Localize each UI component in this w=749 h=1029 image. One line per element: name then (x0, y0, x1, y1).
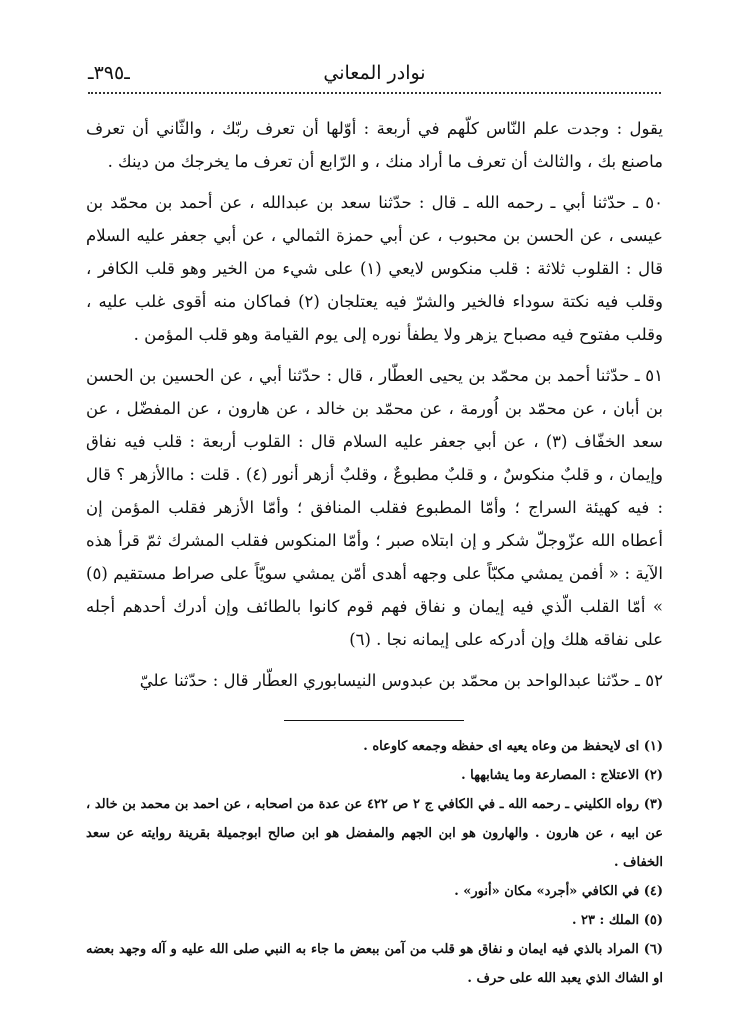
header-dotted-rule (88, 92, 661, 94)
footnotes (86, 732, 663, 993)
footnote-4: (٤) في الكافي «أجرد» مكان «أنور» . (454, 884, 663, 899)
footnote-separator (284, 720, 464, 721)
footnote-1: (١) اى لايحفظ من وعاه يعيه اى حفظه وجمعه كاوعاه . (363, 739, 663, 754)
footnote-3: (٣) رواه الكليني ـ رحمه الله ـ في الكافي ج ٢ ص ٤٢٢ عن عدة من اصحابه ، عن احمد بن محمد بن خالد ، عن ابيه ، عن هارون . والهارون هو ابن الجهم والمفضل هو ابن صالح ابوجميلة بقرينة روايته عن سعد الخفاف . (86, 797, 664, 870)
running-title: نوادر المعاني (323, 62, 426, 84)
footnote-2: (٢) الاعتلاج : المصارعة وما يشابهها . (461, 768, 663, 783)
hadith-50: ٥٠ ـ حدّثنا أبي ـ رحمه الله ـ قال : حدّثنا سعد بن عبدالله ، عن أحمد بن محمّد بن عيسى ، عن الحسن بن محبوب ، عن أبي حمزة الثمالي ، عن أبي جعفر عليه السلام قال : القلوب ثلاثة : قلب منكوس لايعي (١) على شيء من الخير وهو قلب الكافر ، وقلب فيه نكتة سوداء فالخير والشرّ فيه يعتلجان (٢) فماكان منه أقوى غلب عليه ، وقلب مفتوح فيه مصباح يزهر ولا يطفأ نوره إلى يوم القيامة وهو قلب المؤمن . (86, 193, 664, 344)
footnote-5: (٥) الملك : ٢٣ . (571, 913, 663, 928)
hadith-51: ٥١ ـ حدّثنا أحمد بن محمّد بن يحيى العطّار ، قال : حدّثنا أبي ، عن الحسين بن الحسن بن أبان ، عن محمّد بن اُورمة ، عن محمّد بن خالد ، عن هارون ، عن المفضّل ، عن سعد الخفّاف (٣) ، عن أبي جعفر عليه السلام قال : القلوب أربعة : قلب فيه نفاق وإيمان ، و قلبٌ منكوسٌ ، و قلبٌ مطبوعٌ ، وقلبٌ أزهر أنور (٤) . قلت : ماالأزهر ؟ قال : فيه كهيئة السراج ؛ وأمّا المطبوع فقلب المنافق ؛ وأمّا الأزهر فقلب المؤمن إن أعطاه الله عزّوجلّ شكر و إن ابتلاه صبر ؛ وأمّا المنكوس فقلب المشرك ثمّ قرأ هذه الآية : « أفمن يمشي مكبّاً على وجهه أهدى أمّن يمشي سويّاً على صراط مستقيم (٥) » أمّا القلب الّذي فيه إيمان و نفاق فهم قوم كانوا بالطائف وإن أدرك أحدهم أجله على نفاقه هلك وإن أدركه على إيمانه نجا . (٦) (86, 366, 663, 649)
hadith-52: ٥٢ ـ حدّثنا عبدالواحد بن محمّد بن عبدوس النيسابوري العطّار قال : حدّثنا عليّ (139, 671, 663, 690)
main-text (86, 112, 663, 705)
footnote-6: (٦) المراد بالذي فيه ايمان و نفاق هو قلب من آمن ببعض ما جاء به النبي صلى الله عليه و آله وجهد بعضه او الشاك الذي يعبد الله على حرف . (86, 942, 663, 986)
page-number: ـ٣٩٥ـ (88, 62, 130, 84)
page-header (88, 58, 661, 94)
paragraph-intro: يقول : وجدت علم النّاس كلّهم في أربعة : أوّلها أن تعرف ربّك ، والثّاني أن تعرف ماصنع بك ، والثالث أن تعرف ما أراد منك ، و الرّابع أن تعرف ما يخرجك من دينك . (86, 119, 663, 171)
